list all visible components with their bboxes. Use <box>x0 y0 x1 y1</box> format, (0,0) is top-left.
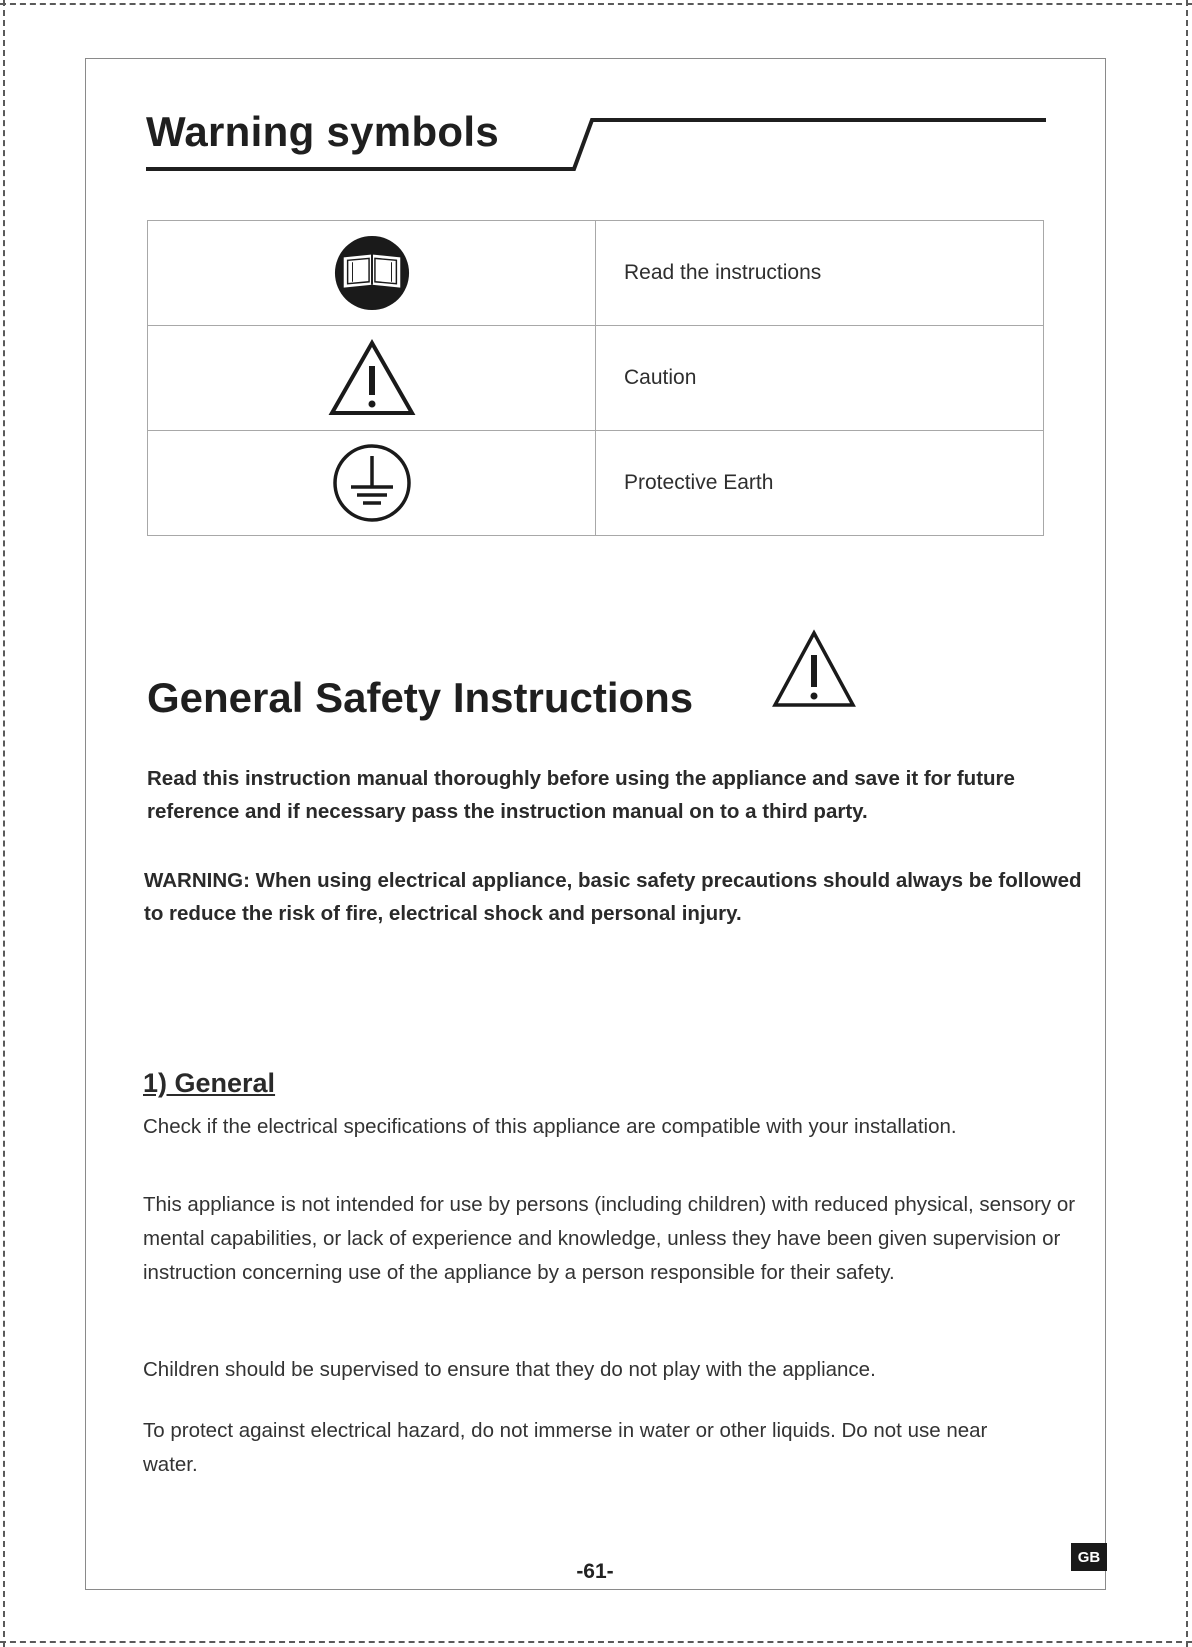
warning-symbols-title: Warning symbols <box>146 108 499 155</box>
symbol-label: Read the instructions <box>596 221 1044 326</box>
paragraph-electrical-hazard: To protect against electrical hazard, do not immerse in water or other liquids. Do not use near water. <box>143 1419 988 1476</box>
symbol-row-read-instructions <box>148 221 1044 326</box>
language-badge: GB <box>1071 1543 1107 1571</box>
cut-line-left <box>3 0 5 1647</box>
cut-line-right <box>1186 0 1188 1647</box>
paragraph-electrical-check: Check if the electrical specifications of this appliance are compatible with your installation. <box>143 1115 957 1138</box>
symbol-row-caution <box>148 326 1044 431</box>
protective-earth-icon <box>331 442 413 524</box>
page-number: -61- <box>576 1560 614 1583</box>
section-heading-general: 1) General <box>143 1068 276 1098</box>
symbol-label: Protective Earth <box>596 431 1044 536</box>
symbol-label: Caution <box>596 326 1044 431</box>
symbol-row-protective-earth <box>148 431 1044 536</box>
warning-symbols-table <box>147 220 1044 536</box>
title-rule <box>146 118 1046 174</box>
paragraph-intended-use: This appliance is not intended for use by persons (including children) with reduced physical, sensory or mental capabilities, or lack of experience and knowledge, unless they have been given supervision or instruction concerning use of the appliance by a person responsible for their safety. <box>143 1193 1076 1284</box>
warning-triangle-icon <box>771 629 857 711</box>
paragraph-children: Children should be supervised to ensure that they do not play with the appliance. <box>143 1358 876 1381</box>
cut-line-top <box>0 3 1192 5</box>
warning-triangle-icon <box>327 338 417 418</box>
book-icon <box>333 234 411 312</box>
intro-paragraph: Read this instruction manual thoroughly before using the appliance and save it for future reference and if necessary pass the instruction manual on to a third party. <box>147 767 1015 823</box>
cut-line-bottom <box>0 1641 1192 1643</box>
general-safety-title: General Safety Instructions <box>147 674 694 721</box>
warning-paragraph: WARNING: When using electrical appliance, basic safety precautions should always be followed to reduce the risk of fire, electrical shock and personal injury. <box>144 869 1082 925</box>
